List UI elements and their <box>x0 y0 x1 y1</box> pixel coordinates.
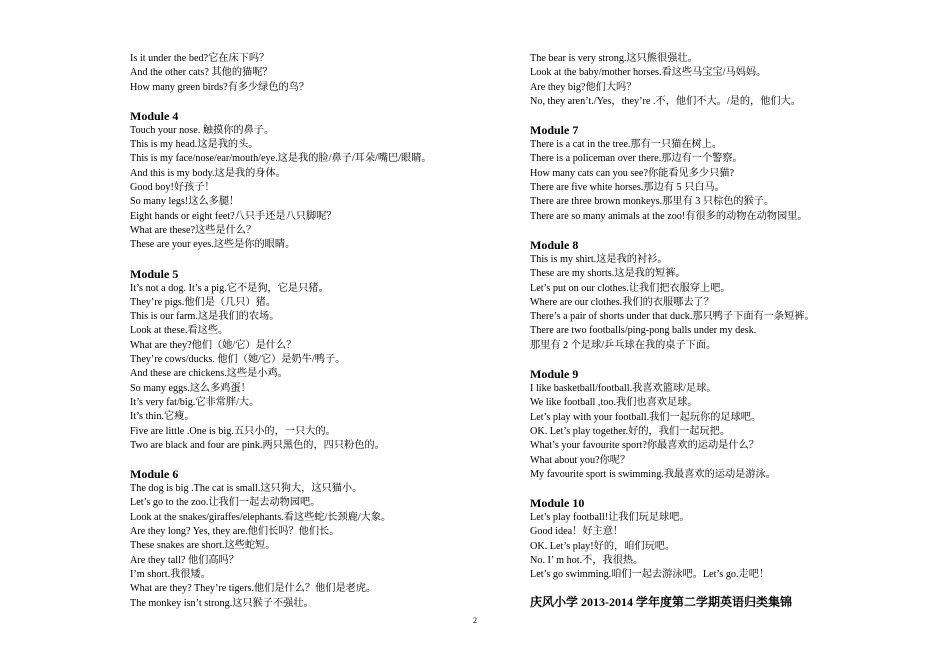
text-line: OK. Let’s play!好的，咱们玩吧。 <box>530 540 676 552</box>
text-line: Let’s play with your football.我们一起玩你的足球吧。 <box>530 411 762 423</box>
text-line: There are two footballs/ping-pong balls under my desk. <box>530 325 757 337</box>
text-line: This is our farm.这是我们的农场。 <box>130 311 280 323</box>
module-heading: Module 9 <box>530 367 579 382</box>
text-line: We like football ,too.我们也喜欢足球。 <box>530 397 698 409</box>
text-line: So many legs!这么多腿！ <box>130 196 240 208</box>
text-line: OK. Let’s play together.好的，我们一起玩把。 <box>530 425 731 437</box>
text-line: These are your eyes.这些是你的眼睛。 <box>130 239 296 251</box>
text-line: There’s a pair of shorts under that duck.那只鸭子下面有一条短裤。 <box>530 311 815 323</box>
module-block <box>530 52 910 109</box>
text-line: Is it under the bed?它在床下吗？ <box>130 53 270 64</box>
text-line: Look at the baby/mother horses.看这些马宝宝/马妈妈。 <box>530 67 767 79</box>
text-line: Are they big?他们大吗？ <box>530 81 637 93</box>
text-line: Look at the snakes/giraffes/elephants.看这些蛇/长颈鹿/大象。 <box>130 511 392 523</box>
text-line: There are three brown monkeys.那里有 3 只棕色的猴子。 <box>530 196 775 208</box>
text-line: It’s thin.它瘦。 <box>130 411 195 423</box>
text-line: So many eggs.这么多鸡蛋！ <box>130 382 251 394</box>
module-heading: Module 10 <box>530 496 585 511</box>
left-column <box>130 52 510 611</box>
text-line: Five are little .One is big.五只小的，一只大的。 <box>130 425 336 437</box>
document-title: 庆风小学 2013-2014 学年度第二学期英语归类集锦 <box>530 594 792 609</box>
module-block <box>530 238 910 353</box>
text-line: Two are black and four are pink.两只黑色的，四只粉色的。 <box>130 439 385 451</box>
module-block <box>530 496 910 582</box>
text-line: It’s not a dog. It’s a pig.它不是狗，它是只猪。 <box>130 282 329 294</box>
module-block <box>530 123 910 224</box>
text-line: The monkey isn’t strong.这只猴子不强壮。 <box>130 597 314 609</box>
text-line: No. I’ m hot.不，我很热。 <box>530 555 644 567</box>
text-line: And this is my body.这是我的身体。 <box>130 167 286 179</box>
right-column <box>530 52 910 610</box>
text-line: I like basketball/football.我喜欢篮球/足球。 <box>530 383 717 395</box>
text-line: The bear is very strong.这只熊很强壮。 <box>530 53 698 64</box>
text-line: These are my shorts.这是我的短裤。 <box>530 268 686 280</box>
text-line: How many cats can you see?你能看见多少只猫? <box>530 167 734 179</box>
text-line: These snakes are short.这些蛇短。 <box>130 540 276 552</box>
page-number: 2 <box>473 616 477 625</box>
text-line: Are they tall? 他们高吗？ <box>130 554 239 566</box>
text-line: This is my face/nose/ear/mouth/eye.这是我的脸/鼻子/耳朵/嘴巴/眼睛。 <box>130 153 432 165</box>
text-line: Touch your nose. 触摸你的鼻子。 <box>130 124 275 136</box>
text-line: Eight hands or eight feet?八只手还是八只脚呢？ <box>130 210 337 222</box>
text-line: How many green birds?有多少绿色的鸟？ <box>130 81 310 93</box>
module-heading: Module 8 <box>530 237 579 252</box>
module-heading: Module 4 <box>130 108 179 123</box>
text-line: What are they?他们（她/它）是什么？ <box>130 339 297 351</box>
text-line: What’s your favourite sport?你最喜欢的运动是什么？ <box>530 440 759 452</box>
text-line: Where are our clothes.我们的衣服哪去了？ <box>530 296 714 308</box>
text-line: They’re cows/ducks. 他们（她/它）是奶牛/鸭子。 <box>130 354 346 366</box>
module-block <box>130 267 510 454</box>
module-heading: Module 6 <box>130 467 179 482</box>
text-line: It’s very fat/big.它非常胖/大。 <box>130 396 260 408</box>
text-line: My favourite sport is swimming.我最喜欢的运动是游泳。 <box>530 468 776 480</box>
module-block <box>130 52 510 95</box>
text-line: Let’s go swimming.咱们一起去游泳吧。Let’s go.走吧！ <box>530 569 770 581</box>
module-block <box>130 109 510 253</box>
text-line: There is a cat in the tree.那有一只猫在树上。 <box>530 139 723 151</box>
text-line: Let’s put on our clothes.让我们把衣服穿上吧。 <box>530 282 731 294</box>
text-line: The dog is big .The cat is small.这只狗大，这只猫小。 <box>130 483 363 495</box>
text-line: Good idea！好主意！ <box>530 526 624 538</box>
text-line: They’re pigs.他们是（几只）猪。 <box>130 296 277 308</box>
text-line: There are so many animals at the zoo!有很多的动物在动物园里。 <box>530 210 808 222</box>
module-block <box>130 467 510 611</box>
text-line: I’m short.我很矮。 <box>130 568 211 580</box>
text-line: This is my shirt.这是我的衬衫。 <box>530 253 668 265</box>
text-line: Let’s go to the zoo.让我们一起去动物园吧。 <box>130 497 321 509</box>
text-line: What are these?这些是什么？ <box>130 224 257 236</box>
module-block <box>530 367 910 482</box>
module-heading: Module 7 <box>530 123 579 138</box>
text-line: There is a policeman over there.那边有一个警察。 <box>530 153 743 165</box>
text-line: No, they aren’t./Yes，they’re .不，他们不大。/是的，他们大。 <box>530 95 801 107</box>
text-line: Are they long? Yes, they are.他们长吗？他们长。 <box>130 526 340 538</box>
text-line: Good boy!好孩子！ <box>130 182 215 194</box>
text-line: There are five white horses.那边有 5 只白马。 <box>530 182 725 194</box>
text-line: This is my head.这是我的头。 <box>130 139 259 151</box>
text-line: And these are chickens.这些是小鸡。 <box>130 368 288 380</box>
text-line: 那里有 2 个足球/乒乓球在我的桌子下面。 <box>530 339 717 351</box>
module-heading: Module 5 <box>130 266 179 281</box>
text-line: Look at these.看这些。 <box>130 325 229 337</box>
text-line: What about you?你呢？ <box>530 454 631 466</box>
text-line: Let’s play football!让我们玩足球吧。 <box>530 512 690 524</box>
text-line: And the other cats? 其他的猫呢？ <box>130 67 273 79</box>
text-line: What are they? They’re tigers.他们是什么？他们是老虎。 <box>130 583 377 595</box>
